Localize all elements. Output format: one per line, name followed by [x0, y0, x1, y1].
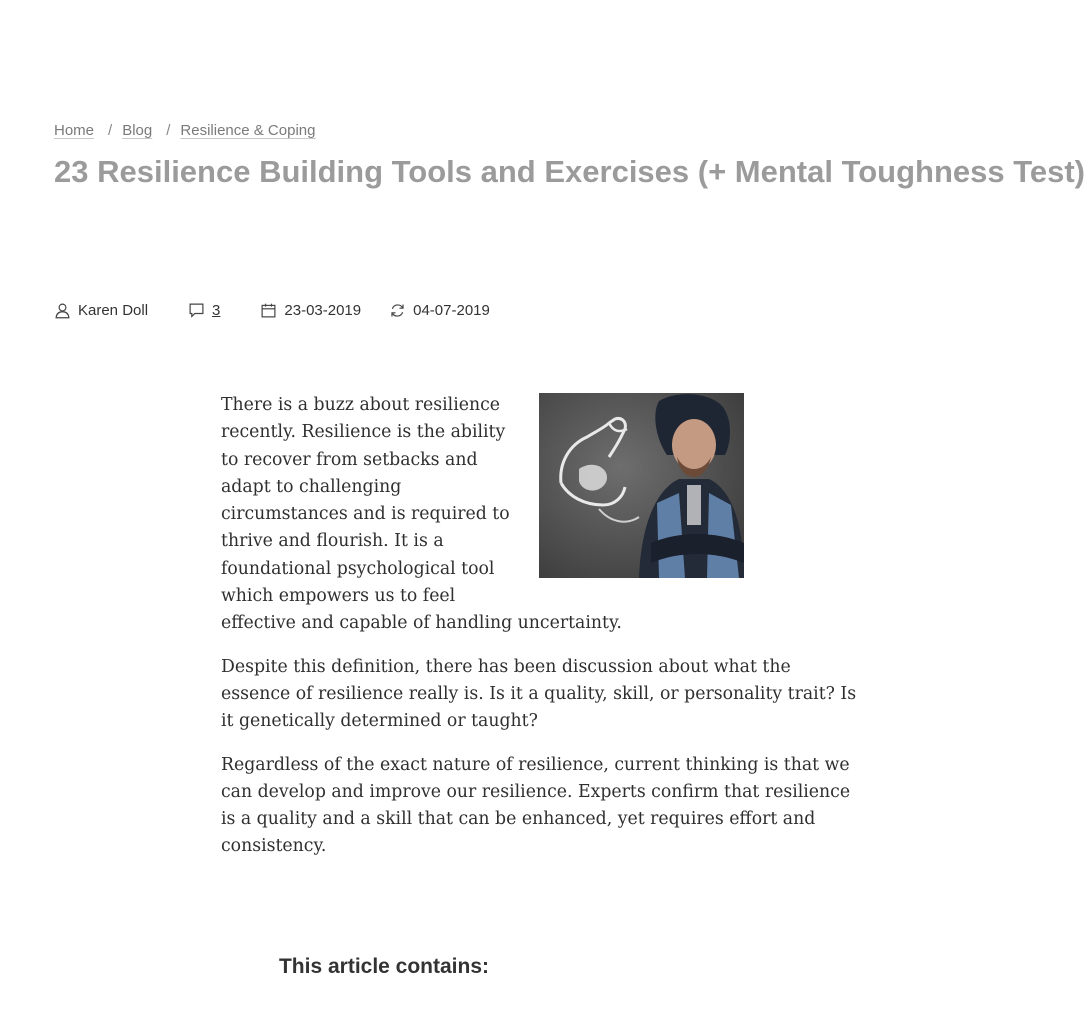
text-line: it genetically determined or taught?	[221, 711, 538, 732]
author-meta	[54, 302, 148, 319]
page-title: 23 Resilience Building Tools and Exercises (+ Mental Toughness Test)	[54, 154, 1085, 189]
author-name: Karen Doll	[78, 302, 149, 319]
text-line: There is a buzz about resilience	[221, 395, 500, 415]
text-line: Regardless of the exact nature of resilience, current thinking is that we	[221, 754, 850, 775]
comment-icon	[188, 302, 205, 319]
nature-paragraph	[221, 752, 851, 861]
article-contents-heading: This article contains:	[278, 955, 490, 979]
updated-date: 04-07-2019	[413, 302, 490, 319]
text-line: effective and capable of handling uncertainty.	[221, 613, 622, 634]
breadcrumb-separator: /	[166, 122, 171, 139]
comments-count-link[interactable]: 3	[212, 302, 221, 319]
text-line: foundational psychological tool	[221, 558, 495, 579]
article-meta	[54, 302, 490, 319]
intro-paragraph	[221, 392, 622, 638]
breadcrumb-category-link[interactable]: Resilience & Coping	[180, 122, 316, 139]
updated-date-meta	[389, 302, 490, 319]
text-line: to recover from setbacks and	[221, 449, 478, 470]
text-line: which empowers us to feel	[221, 586, 456, 607]
published-date: 23-03-2019	[284, 302, 362, 319]
calendar-icon	[260, 302, 277, 319]
hooded-man-chalkboard-illustration	[539, 393, 744, 578]
user-icon	[54, 302, 71, 319]
text-line: adapt to challenging	[221, 476, 402, 497]
breadcrumb	[54, 122, 315, 139]
text-line: consistency.	[221, 836, 327, 857]
text-line: can develop and improve our resilience. Experts confirm that resilience	[221, 781, 851, 802]
comments-meta[interactable]	[188, 302, 220, 319]
definition-paragraph	[221, 654, 857, 736]
text-line: thrive and flourish. It is a	[221, 531, 444, 552]
published-date-meta	[260, 302, 361, 319]
breadcrumb-home-link[interactable]: Home	[54, 122, 95, 139]
breadcrumb-blog-link[interactable]: Blog	[122, 122, 153, 139]
text-line: essence of resilience really is. Is it a quality, skill, or personality trait? Is	[221, 683, 857, 704]
refresh-icon	[389, 302, 406, 319]
text-line: circumstances and is required to	[221, 504, 510, 525]
text-line: Despite this definition, there has been discussion about what the	[221, 656, 791, 677]
text-line: is a quality and a skill that can be enhanced, yet requires effort and	[221, 809, 816, 830]
breadcrumb-separator: /	[108, 122, 113, 139]
article-image	[539, 393, 744, 578]
text-line: recently. Resilience is the ability	[221, 422, 506, 443]
